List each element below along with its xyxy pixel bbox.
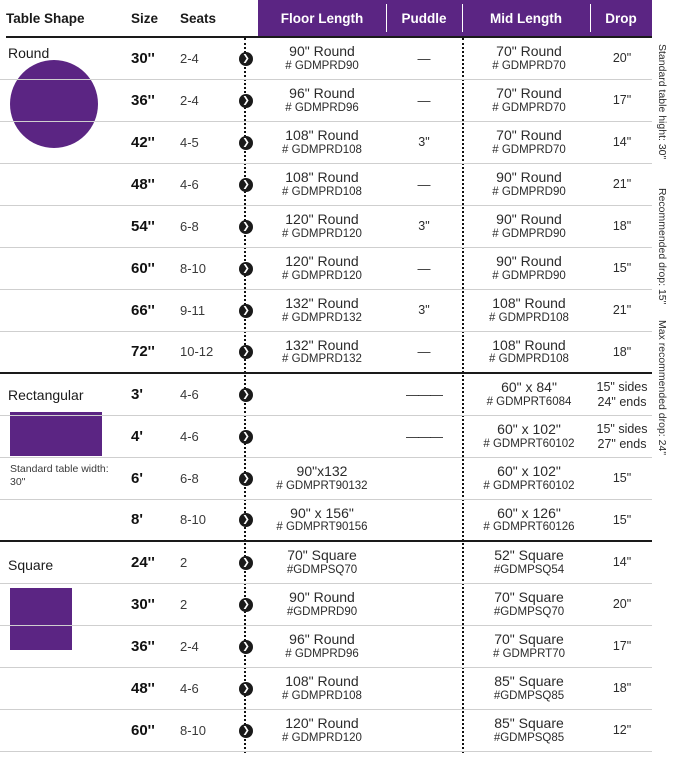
side-note-height: Standard table hight: 30" (656, 44, 668, 160)
row-size: 6' (131, 469, 143, 487)
row-floor-length: 108" Round # GDMPRD108 (282, 169, 362, 198)
row-puddle: ——— (406, 428, 442, 444)
row-mid-length: 70" Round # GDMPRD70 (492, 43, 566, 72)
table-row (0, 416, 652, 458)
header-puddle: Puddle (386, 0, 462, 36)
row-shape-cell (6, 710, 126, 751)
row-seats: 6-8 (180, 218, 199, 234)
row-mid-length: 60" x 102" # GDMPRT60102 (483, 463, 575, 492)
row-puddle: — (417, 50, 431, 66)
row-mid-length: 70" Round # GDMPRD70 (492, 85, 566, 114)
chevron-right-icon: ❯ (236, 248, 256, 289)
row-puddle: — (417, 92, 431, 108)
section-label-round: Round (8, 45, 50, 61)
table-row (0, 80, 652, 122)
row-floor-length (258, 416, 386, 457)
row-mid-length: 108" Round # GDMPRD108 (489, 295, 569, 324)
row-drop: 17" (612, 93, 632, 108)
row-shape-cell (6, 374, 126, 415)
row-floor-length: 96" Round # GDMPRD96 (285, 631, 359, 660)
header-floor-length: Floor Length (258, 0, 386, 36)
row-seats: 4-6 (180, 386, 199, 402)
row-size: 30'' (131, 49, 155, 67)
row-size: 8' (131, 511, 143, 529)
row-mid-length: 60" x 102" # GDMPRT60102 (483, 421, 575, 450)
row-puddle (388, 710, 460, 751)
row-seats: 2 (180, 554, 188, 570)
chevron-right-icon: ❯ (236, 164, 256, 205)
chevron-right-icon: ❯ (236, 290, 256, 331)
row-drop: 21" (612, 303, 632, 318)
row-size: 24'' (131, 553, 155, 571)
row-mid-length: 90" Round # GDMPRD90 (492, 211, 566, 240)
row-shape-cell (6, 584, 126, 625)
row-drop: 14" (612, 135, 632, 150)
side-note-recommended-drop: Recommended drop: 15" (656, 188, 668, 305)
row-size: 36'' (131, 91, 155, 109)
table-body (0, 38, 652, 752)
side-note-max-drop: Max recommended drop: 24" (656, 320, 668, 456)
row-seats: 4-5 (180, 134, 199, 150)
row-puddle (388, 584, 460, 625)
row-seats: 2 (180, 596, 188, 612)
section-label-square: Square (8, 557, 54, 573)
row-shape-cell (6, 626, 126, 667)
row-puddle: — (417, 260, 431, 276)
row-size: 54'' (131, 217, 155, 235)
row-shape-cell (6, 122, 126, 163)
row-floor-length: 108" Round # GDMPRD108 (282, 127, 362, 156)
chevron-right-icon: ❯ (236, 80, 256, 121)
table-row (0, 122, 652, 164)
row-drop: 20" (612, 597, 632, 612)
table-row (0, 542, 652, 584)
row-seats: 2-4 (180, 50, 199, 66)
row-floor-length: 70" Square #GDMPSQ70 (286, 547, 358, 576)
row-shape-cell (6, 206, 126, 247)
row-drop: 20" (612, 51, 632, 66)
table-row (0, 458, 652, 500)
table-row (0, 206, 652, 248)
row-size: 48'' (131, 175, 155, 193)
row-puddle (388, 626, 460, 667)
row-shape-cell (6, 332, 126, 372)
row-shape-cell (6, 542, 126, 583)
row-drop: 18" (612, 219, 632, 234)
table-row (0, 248, 652, 290)
table-row (0, 38, 652, 80)
row-drop: 15" (612, 261, 632, 276)
row-puddle: — (417, 176, 431, 192)
row-shape-cell (6, 248, 126, 289)
chevron-right-icon: ❯ (236, 626, 256, 667)
row-size: 60'' (131, 259, 155, 277)
row-shape-cell (6, 164, 126, 205)
row-drop: 18" (612, 681, 632, 696)
chevron-right-icon: ❯ (236, 38, 256, 79)
row-shape-cell (6, 458, 126, 499)
row-mid-length: 90" Round # GDMPRD90 (492, 253, 566, 282)
row-shape-cell (6, 416, 126, 457)
row-puddle: 3" (418, 303, 430, 318)
row-floor-length: 132" Round # GDMPRD132 (282, 336, 362, 366)
row-seats: 8-10 (180, 260, 207, 276)
row-puddle: ——— (406, 386, 442, 402)
row-size: 60'' (131, 721, 155, 739)
row-drop: 21" (612, 177, 632, 192)
row-shape-cell (6, 290, 126, 331)
table-row (0, 710, 652, 752)
row-size: 36'' (131, 637, 155, 655)
chevron-right-icon: ❯ (236, 668, 256, 709)
row-floor-length: 90" Round # GDMPRD90 (285, 43, 359, 72)
row-mid-length: 70" Round # GDMPRD70 (492, 127, 566, 156)
row-floor-length: 96" Round # GDMPRD96 (285, 85, 359, 114)
table-row (0, 164, 652, 206)
header-mid-length: Mid Length (462, 0, 590, 36)
row-shape-cell (6, 80, 126, 121)
row-size: 30'' (131, 595, 155, 613)
row-puddle: 3" (418, 219, 430, 234)
row-size: 4' (131, 427, 143, 445)
row-puddle (388, 500, 460, 540)
row-seats: 8-10 (180, 722, 207, 738)
row-shape-cell (6, 38, 126, 79)
row-mid-length: 85" Square #GDMPSQ85 (493, 673, 565, 702)
row-size: 48'' (131, 679, 155, 697)
section-label-rectangular: Rectangular (8, 387, 84, 403)
chevron-right-icon: ❯ (236, 416, 256, 457)
row-drop: 14" (612, 555, 632, 570)
row-mid-length: 60" x 84" # GDMPRT6084 (486, 379, 572, 408)
row-size: 42'' (131, 133, 155, 151)
row-seats: 6-8 (180, 470, 199, 486)
row-mid-length: 60" x 126" # GDMPRT60126 (483, 504, 575, 534)
row-floor-length: 108" Round # GDMPRD108 (282, 673, 362, 702)
row-puddle (388, 668, 460, 709)
row-mid-length: 70" Square # GDMPRT70 (492, 631, 565, 660)
row-floor-length: 90" x 156" # GDMPRT90156 (276, 504, 368, 534)
row-size: 3' (131, 385, 143, 403)
row-floor-length (258, 374, 386, 415)
row-drop: 15" sides 27" ends (596, 421, 648, 451)
row-seats: 4-6 (180, 176, 199, 192)
header-divider-1 (386, 4, 387, 32)
row-floor-length: 90" Round #GDMPRD90 (286, 589, 358, 618)
header-seats: Seats (180, 0, 236, 36)
table-row (0, 584, 652, 626)
row-drop: 15" sides 24" ends (596, 379, 648, 409)
row-size: 72'' (131, 343, 155, 361)
row-floor-length: 132" Round # GDMPRD132 (282, 295, 362, 324)
row-shape-cell (6, 500, 126, 540)
header-drop: Drop (590, 0, 652, 36)
row-mid-length: 85" Square #GDMPSQ85 (493, 715, 565, 744)
chevron-right-icon: ❯ (236, 500, 256, 540)
row-drop: 17" (612, 639, 632, 654)
row-seats: 8-10 (180, 512, 207, 528)
table-row (0, 626, 652, 668)
chevron-right-icon: ❯ (236, 374, 256, 415)
row-puddle: — (417, 344, 431, 360)
row-shape-cell (6, 668, 126, 709)
row-seats: 2-4 (180, 638, 199, 654)
table-row (0, 290, 652, 332)
row-seats: 4-6 (180, 428, 199, 444)
row-seats: 4-6 (180, 680, 199, 696)
row-seats: 10-12 (180, 344, 214, 360)
row-drop: 15" (612, 512, 632, 527)
chevron-right-icon: ❯ (236, 584, 256, 625)
chevron-right-icon: ❯ (236, 710, 256, 751)
table-row (0, 500, 652, 542)
table-row (0, 668, 652, 710)
row-floor-length: 120" Round # GDMPRD120 (282, 253, 362, 282)
row-seats: 2-4 (180, 92, 199, 108)
row-size: 66'' (131, 301, 155, 319)
chevron-right-icon: ❯ (236, 332, 256, 372)
header-divider-3 (590, 4, 591, 32)
rectangular-note: Standard table width: 30" (10, 463, 109, 489)
row-puddle: 3" (418, 135, 430, 150)
row-mid-length: 52" Square #GDMPSQ54 (493, 547, 565, 576)
header-divider-2 (462, 4, 463, 32)
row-puddle (388, 542, 460, 583)
chevron-right-icon: ❯ (236, 206, 256, 247)
row-floor-length: 90"x132 # GDMPRT90132 (276, 463, 368, 492)
table-header (0, 0, 652, 36)
row-drop: 15" (612, 471, 632, 486)
header-size: Size (131, 0, 173, 36)
row-floor-length: 120" Round # GDMPRD120 (282, 211, 362, 240)
row-puddle (388, 458, 460, 499)
row-drop: 18" (612, 344, 632, 359)
header-table-shape: Table Shape (6, 0, 126, 36)
chevron-right-icon: ❯ (236, 542, 256, 583)
table-row (0, 332, 652, 374)
row-mid-length: 90" Round # GDMPRD90 (492, 169, 566, 198)
row-mid-length: 108" Round # GDMPRD108 (489, 336, 569, 366)
row-mid-length: 70" Square #GDMPSQ70 (493, 589, 565, 618)
row-drop: 12" (612, 723, 632, 738)
table-row (0, 374, 652, 416)
row-seats: 9-11 (180, 302, 206, 318)
row-floor-length: 120" Round # GDMPRD120 (282, 715, 362, 744)
chevron-right-icon: ❯ (236, 458, 256, 499)
chevron-right-icon: ❯ (236, 122, 256, 163)
